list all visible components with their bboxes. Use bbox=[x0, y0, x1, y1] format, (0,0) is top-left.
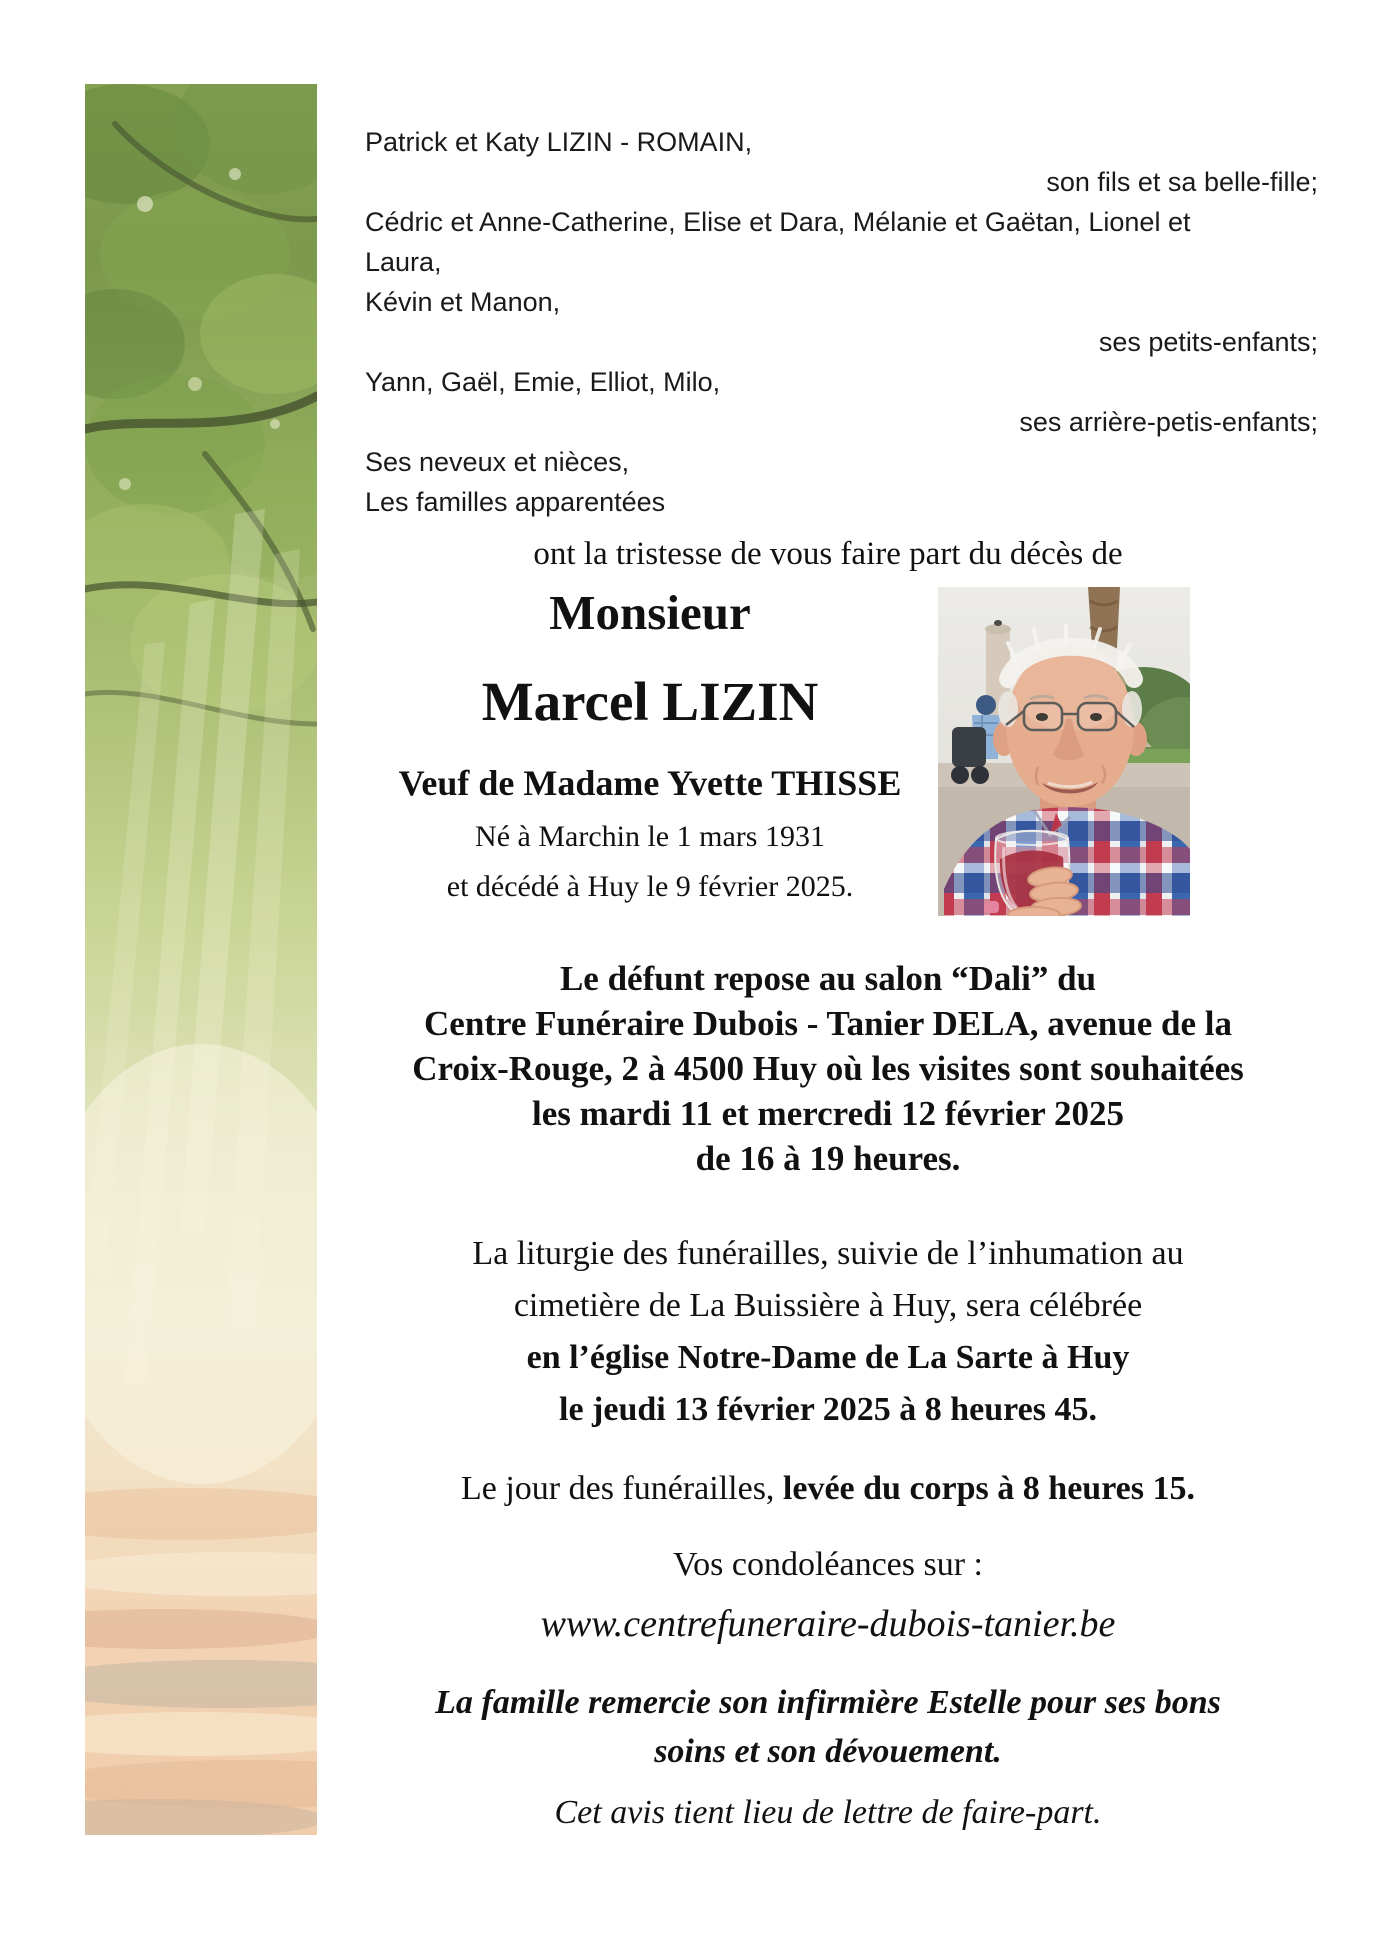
repose-line: Centre Funéraire Dubois - Tanier DELA, avenue de la bbox=[424, 1004, 1232, 1043]
condolences-website-link[interactable]: www.centrefuneraire-dubois-tanier.be bbox=[540, 1603, 1116, 1645]
liturgy-block bbox=[308, 1228, 1348, 1436]
family-line: Ses neveux et nièces, bbox=[365, 447, 630, 477]
levee-line bbox=[308, 1470, 1348, 1508]
family-list bbox=[365, 122, 1318, 522]
family-line: Cédric et Anne-Catherine, Elise et Dara, Mélanie et Gaëtan, Lionel et bbox=[365, 207, 1191, 237]
family-line: Kévin et Manon, bbox=[365, 287, 561, 317]
repose-line: de 16 à 19 heures. bbox=[695, 1139, 961, 1178]
family-relation-line: son fils et sa belle-fille; bbox=[1046, 167, 1318, 197]
liturgy-line: La liturgie des funérailles, suivie de l’inhumation au bbox=[472, 1235, 1184, 1272]
family-line: Laura, bbox=[365, 247, 442, 277]
thanks-line: soins et son dévouement. bbox=[654, 1733, 1002, 1770]
forest-path-image bbox=[85, 84, 317, 1835]
thanks-line: La famille remercie son infirmière Estelle pour ses bons bbox=[435, 1684, 1221, 1721]
deceased-title: Monsieur bbox=[549, 585, 751, 640]
strip-light-glow bbox=[85, 1044, 317, 1484]
family-line: Patrick et Katy LIZIN - ROMAIN, bbox=[365, 127, 753, 157]
liturgy-line: cimetière de La Buissière à Huy, sera célébrée bbox=[513, 1287, 1143, 1324]
deceased-name: Marcel LIZIN bbox=[481, 671, 819, 732]
levee-time: levée du corps à 8 heures 15. bbox=[782, 1470, 1195, 1507]
repose-line: Le défunt repose au salon “Dali” du bbox=[559, 959, 1097, 998]
repose-line: les mardi 11 et mercredi 12 février 2025 bbox=[532, 1094, 1124, 1133]
levee-prefix: Le jour des funérailles, bbox=[460, 1470, 783, 1507]
deceased-relation: Veuf de Madame Yvette THISSE bbox=[398, 763, 902, 803]
family-line: Les familles apparentées bbox=[365, 487, 666, 517]
portrait-photo bbox=[938, 587, 1190, 916]
birth-line: Né à Marchin le 1 mars 1931 bbox=[475, 820, 825, 853]
condolences-label: Vos condoléances sur : bbox=[672, 1546, 984, 1583]
family-relation-line: ses petits-enfants; bbox=[1098, 327, 1318, 357]
family-line: Yann, Gaël, Emie, Elliot, Milo, bbox=[365, 367, 721, 397]
announcement-intro: ont la tristesse de vous faire part du décès de bbox=[533, 536, 1123, 572]
faire-part-notice: Cet avis tient lieu de lettre de faire-part. bbox=[554, 1794, 1102, 1831]
liturgy-church-line: en l’église Notre-Dame de La Sarte à Huy bbox=[526, 1339, 1130, 1376]
liturgy-date-line: le jeudi 13 février 2025 à 8 heures 45. bbox=[559, 1391, 1097, 1428]
repose-line: Croix-Rouge, 2 à 4500 Huy où les visites sont souhaitées bbox=[412, 1049, 1244, 1088]
repose-block bbox=[308, 956, 1348, 1181]
thanks-block bbox=[308, 1678, 1348, 1776]
pink-bracelet bbox=[984, 901, 999, 913]
death-line: et décédé à Huy le 9 février 2025. bbox=[446, 870, 854, 903]
family-relation-line: ses arrière-petis-enfants; bbox=[1019, 407, 1318, 437]
